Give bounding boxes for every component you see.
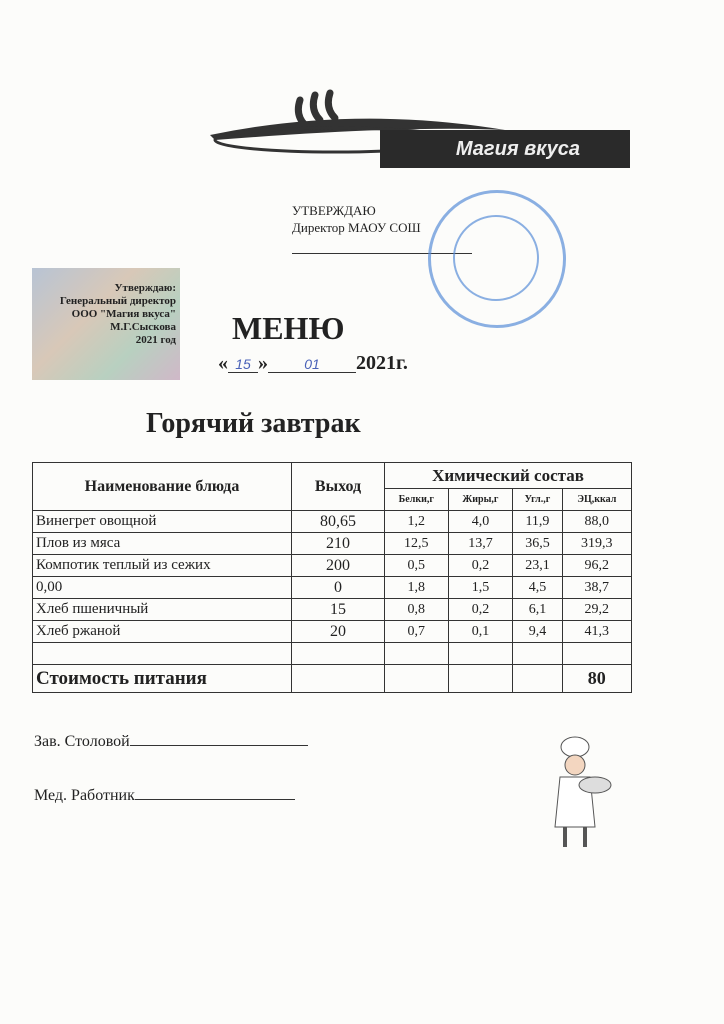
dish-fats: 1,5 [448, 577, 513, 599]
canteen-label: Зав. Столовой [34, 733, 130, 750]
dish-carbs: 9,4 [513, 621, 562, 643]
dish-name: Винегрет овощной [33, 511, 292, 533]
date-year: 2021г. [356, 352, 408, 374]
stamp-line: Генеральный директор [59, 295, 176, 307]
dish-carbs: 36,5 [513, 533, 562, 555]
dish-proteins: 1,8 [385, 577, 449, 599]
dish-name: Хлеб пшеничный [33, 599, 292, 621]
dish-name: 0,00 [33, 577, 292, 599]
dish-carbs: 11,9 [513, 511, 562, 533]
dish-output: 0 [292, 577, 385, 599]
dish-carbs: 4,5 [513, 577, 562, 599]
table-row [33, 511, 632, 533]
table-row [33, 577, 632, 599]
approval-block [292, 202, 421, 236]
dish-energy: 38,7 [562, 577, 631, 599]
dish-energy: 88,0 [562, 511, 631, 533]
dish-output: 15 [292, 599, 385, 621]
dish-proteins: 12,5 [385, 533, 449, 555]
stamp-line: 2021 год [135, 334, 176, 346]
meal-title: Горячий завтрак [146, 408, 361, 439]
header-name: Наименование блюда [33, 463, 292, 511]
medic-label: Мед. Работник [34, 787, 135, 804]
dish-proteins: 0,5 [385, 555, 449, 577]
signature-line [135, 799, 295, 800]
quote-close: » [258, 352, 268, 374]
date-month: 01 [268, 356, 356, 373]
cost-value: 80 [562, 665, 631, 693]
dish-fats: 0,2 [448, 599, 513, 621]
dish-proteins: 0,8 [385, 599, 449, 621]
canteen-signature [34, 733, 308, 751]
header-fats: Жиры,г [448, 489, 513, 511]
approval-position: Директор МАОУ СОШ [292, 220, 421, 235]
dish-energy: 29,2 [562, 599, 631, 621]
chef-illustration-icon [540, 735, 615, 850]
dish-output: 200 [292, 555, 385, 577]
table-row [33, 599, 632, 621]
dish-output: 210 [292, 533, 385, 555]
signature-line [130, 745, 308, 746]
header-energy: ЭЦ,ккал [562, 489, 631, 511]
dish-name: Плов из мяса [33, 533, 292, 555]
date-day: 15 [228, 356, 258, 373]
header-output: Выход [292, 463, 385, 511]
table-row [33, 621, 632, 643]
stamp-line: М.Г.Сыскова [110, 321, 176, 333]
stamp-line: ООО "Магия вкуса" [71, 308, 176, 320]
menu-date [218, 352, 408, 375]
round-stamp-icon [428, 190, 566, 328]
cost-row [33, 665, 632, 693]
dish-energy: 96,2 [562, 555, 631, 577]
quote-open: « [218, 352, 228, 374]
header-carbs: Угл.,г [513, 489, 562, 511]
medic-signature [34, 787, 295, 805]
table-row [33, 555, 632, 577]
dish-fats: 4,0 [448, 511, 513, 533]
dish-name: Хлеб ржаной [33, 621, 292, 643]
cost-label: Стоимость питания [33, 665, 292, 693]
dish-proteins: 0,7 [385, 621, 449, 643]
dish-output: 80,65 [292, 511, 385, 533]
header-proteins: Белки,г [385, 489, 449, 511]
dish-proteins: 1,2 [385, 511, 449, 533]
dish-fats: 13,7 [448, 533, 513, 555]
logo-text: Магия вкуса [455, 138, 580, 160]
dish-carbs: 23,1 [513, 555, 562, 577]
dish-fats: 0,1 [448, 621, 513, 643]
header-chem: Химический состав [385, 463, 632, 489]
table-row-empty [33, 643, 632, 665]
approval-stamp-text [40, 282, 176, 347]
dish-fats: 0,2 [448, 555, 513, 577]
dish-energy: 41,3 [562, 621, 631, 643]
dish-energy: 319,3 [562, 533, 631, 555]
table-row [33, 533, 632, 555]
dish-name: Компотик теплый из сежих [33, 555, 292, 577]
dish-carbs: 6,1 [513, 599, 562, 621]
dish-output: 20 [292, 621, 385, 643]
approval-title: УТВЕРЖДАЮ [292, 203, 376, 218]
stamp-line: Утверждаю: [114, 282, 176, 294]
page-title: МЕНЮ [232, 310, 345, 346]
menu-table [32, 462, 632, 693]
